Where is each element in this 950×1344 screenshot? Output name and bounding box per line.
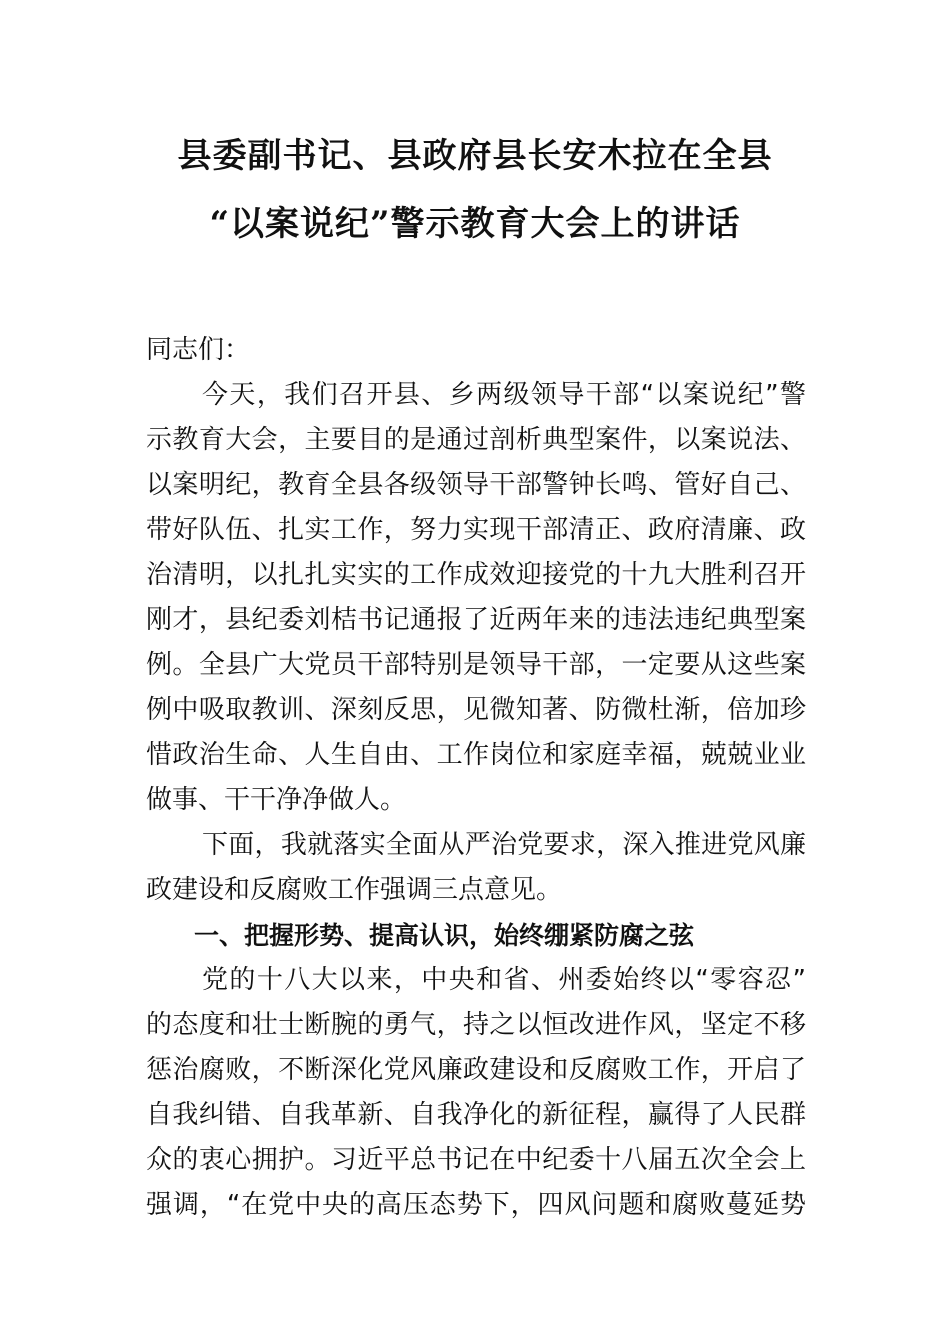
document-title-line-2: “以案说纪”警示教育大会上的讲话: [209, 204, 741, 244]
text-line: 众的衷心拥护。习近平总书记在中纪委十八届五次全会上: [146, 1145, 806, 1175]
text-line: 做事、干干净净做人。: [146, 785, 407, 815]
text-line: 以案明纪，教育全县各级领导干部警钟长鸣、管好自己、: [146, 470, 806, 500]
text-line: 今天，我们召开县、乡两级领导干部“以案说纪”警: [202, 380, 806, 410]
text-line: 自我纠错、自我革新、自我净化的新征程，赢得了人民群: [146, 1100, 806, 1130]
salutation: 同志们：: [146, 335, 251, 365]
text-line: 带好队伍、扎实工作，努力实现干部清正、政府清廉、政: [146, 515, 806, 545]
text-line: 政建设和反腐败工作强调三点意见。: [146, 875, 563, 905]
text-line: 下面，我就落实全面从严治党要求，深入推进党风廉: [202, 830, 806, 860]
text-line: 惜政治生命、人生自由、工作岗位和家庭幸福，兢兢业业: [146, 740, 806, 770]
document-title-line-1: 县委副书记、县政府县长安木拉在全县: [177, 136, 773, 176]
text-line: 例中吸取教训、深刻反思，见微知著、防微杜渐，倍加珍: [146, 695, 806, 725]
text-line: 示教育大会，主要目的是通过剖析典型案件，以案说法、: [146, 425, 806, 455]
section-heading: 一、把握形势、提高认识，始终绷紧防腐之弦: [194, 921, 695, 950]
document-body: [146, 328, 806, 1228]
text-line: 的态度和壮士断腕的勇气，持之以恒改进作风，坚定不移: [146, 1010, 806, 1040]
text-line: 治清明，以扎扎实实的工作成效迎接党的十九大胜利召开: [146, 560, 806, 590]
text-line: 刚才，县纪委刘桔书记通报了近两年来的违法违纪典型案: [146, 605, 806, 635]
text-line: 党的十八大以来，中央和省、州委始终以“零容忍”: [202, 965, 806, 995]
text-line: 例。全县广大党员干部特别是领导干部，一定要从这些案: [146, 650, 806, 680]
text-line: 惩治腐败，不断深化党风廉政建设和反腐败工作，开启了: [146, 1055, 806, 1085]
text-line: 强调，“在党中央的高压态势下，四风问题和腐败蔓延势: [146, 1190, 806, 1220]
